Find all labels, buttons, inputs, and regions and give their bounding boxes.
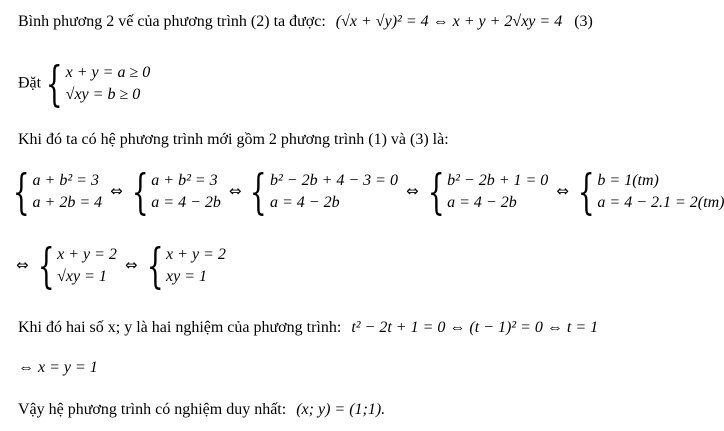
system-7 — [146, 238, 226, 294]
line-7 — [18, 358, 98, 378]
system-5 — [577, 164, 724, 220]
system-7-row-2: xy = 1 — [166, 268, 208, 285]
equivalence-icon: ⇔ — [556, 181, 569, 200]
equivalence-icon: ⇔ — [228, 181, 242, 200]
system-4-row-1: b² − 2b + 1 = 0 — [447, 172, 549, 189]
line-8 — [18, 400, 385, 420]
line-2 — [18, 56, 151, 112]
equivalence-icon: ⇔ — [124, 255, 138, 274]
brace-icon: { — [12, 164, 30, 220]
line-5 — [12, 238, 226, 294]
brace-icon: { — [146, 238, 164, 294]
line-3-text: Khi đó ta có hệ phương trình mới gồm 2 phương trình (1) và (3) là: — [18, 131, 449, 148]
substitution-row-1: x + y = a ≥ 0 — [65, 64, 151, 81]
system-2 — [131, 164, 221, 220]
equivalence-icon: ⇔ — [16, 255, 29, 274]
substitution-system — [45, 56, 151, 112]
system-3-row-1: b² − 2b + 4 − 3 = 0 — [269, 172, 398, 189]
system-3-row-2: a = 4 − 2b — [269, 194, 340, 211]
line-4 — [12, 164, 724, 220]
equivalence-icon: ⇔ — [110, 181, 123, 200]
system-6-row-2: √xy = 1 — [57, 268, 107, 285]
line-6-text: Khi đó hai số x; y là hai nghiệm của phương trình: — [18, 319, 342, 336]
system-2-row-1: a + b² = 3 — [151, 172, 218, 189]
system-2-row-2: a = 4 − 2b — [151, 194, 221, 211]
equivalence-icon: ⇔ — [405, 181, 419, 200]
line-3 — [18, 130, 449, 150]
system-1 — [12, 164, 103, 220]
brace-icon: { — [427, 164, 445, 220]
system-6-row-1: x + y = 2 — [57, 246, 117, 263]
line-1-expr: (√x + √y)² = 4 ⇔ x + y + 2√xy = 4 — [335, 13, 563, 30]
dat-label: Đặt — [18, 74, 42, 92]
system-5-row-2: a = 4 − 2.1 = 2(tm) — [597, 194, 724, 211]
system-6 — [37, 238, 117, 294]
brace-icon: { — [131, 164, 149, 220]
system-7-row-1: x + y = 2 — [166, 246, 226, 263]
substitution-row-2: √xy = b ≥ 0 — [65, 86, 141, 103]
system-4 — [427, 164, 549, 220]
line-1-text: Bình phương 2 vế của phương trình (2) ta được: — [18, 13, 326, 30]
brace-icon: { — [250, 164, 268, 220]
line-7-expr: ⇔ x = y = 1 — [18, 359, 98, 376]
system-3 — [249, 164, 398, 220]
line-6-expr: t² − 2t + 1 = 0 ⇔ (t − 1)² = 0 ⇔ t = 1 — [351, 319, 599, 336]
system-1-row-1: a + b² = 3 — [32, 172, 99, 189]
equation-tag-3: (3) — [574, 13, 593, 30]
line-1 — [18, 12, 593, 32]
system-1-row-2: a + 2b = 4 — [32, 194, 103, 211]
brace-icon: { — [45, 56, 63, 112]
line-8-expr: (x; y) = (1;1). — [296, 401, 386, 418]
line-8-text: Vậy hệ phương trình có nghiệm duy nhất: — [18, 401, 287, 418]
system-5-row-1: b = 1(tm) — [597, 172, 659, 189]
system-4-row-2: a = 4 − 2b — [447, 194, 517, 211]
brace-icon: { — [577, 164, 595, 220]
line-6 — [18, 318, 598, 338]
brace-icon: { — [37, 238, 55, 294]
